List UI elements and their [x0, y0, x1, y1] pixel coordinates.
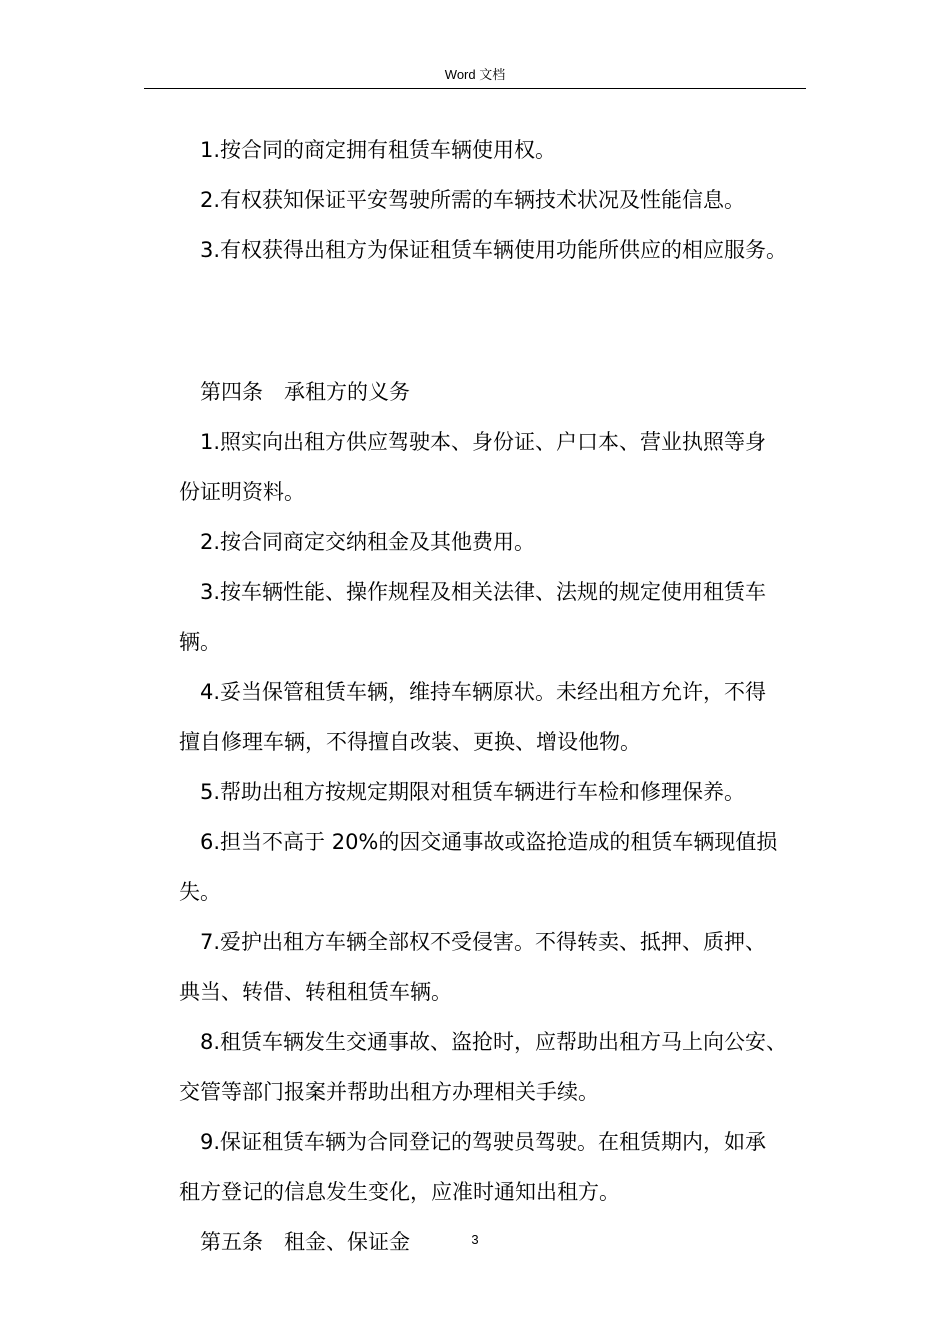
paragraph-line: 7.爱护出租方车辆全部权不受侵害。不得转卖、抵押、质押、	[200, 930, 767, 954]
paragraph-continuation: 租方登记的信息发生变化，应准时通知出租方。	[179, 1180, 620, 1204]
paragraph-line: 6.担当不高于 20%的因交通事故或盗抢造成的租赁车辆现值损	[200, 830, 778, 854]
paragraph-line: 9.保证租赁车辆为合同登记的驾驶员驾驶。在租赁期内，如承	[200, 1130, 767, 1154]
paragraph-line: 第五条 租金、保证金	[200, 1230, 410, 1254]
paragraph-line: 2.有权获知保证平安驾驶所需的车辆技术状况及性能信息。	[200, 188, 746, 212]
paragraph-continuation: 失。	[179, 880, 221, 904]
header-rule	[144, 88, 806, 89]
paragraph-line: 3.按车辆性能、操作规程及相关法律、法规的规定使用租赁车	[200, 580, 767, 604]
paragraph-line: 8.租赁车辆发生交通事故、盗抢时，应帮助出租方马上向公安、	[200, 1030, 788, 1054]
paragraph-line: 1.照实向出租方供应驾驶本、身份证、户口本、营业执照等身	[200, 430, 767, 454]
paragraph-continuation: 典当、转借、转租租赁车辆。	[179, 980, 452, 1004]
paragraph-line: 4.妥当保管租赁车辆，维持车辆原状。未经出租方允许，不得	[200, 680, 767, 704]
paragraph-line: 2.按合同商定交纳租金及其他费用。	[200, 530, 536, 554]
paragraph-line: 5.帮助出租方按规定期限对租赁车辆进行车检和修理保养。	[200, 780, 746, 804]
paragraph-line: 3.有权获得出租方为保证租赁车辆使用功能所供应的相应服务。	[200, 238, 788, 262]
document-body	[179, 125, 819, 1267]
paragraph-line: 第四条 承租方的义务	[200, 380, 410, 404]
page-number: 3	[471, 1232, 479, 1247]
paragraph-continuation: 擅自修理车辆，不得擅自改装、更换、增设他物。	[179, 730, 641, 754]
paragraph-continuation: 交管等部门报案并帮助出租方办理相关手续。	[179, 1080, 599, 1104]
blank-line	[179, 296, 819, 346]
paragraph-continuation: 辆。	[179, 630, 221, 654]
page-header-title: Word 文档	[444, 67, 506, 82]
paragraph-continuation: 份证明资料。	[179, 480, 305, 504]
paragraph-line: 1.按合同的商定拥有租赁车辆使用权。	[200, 138, 557, 162]
